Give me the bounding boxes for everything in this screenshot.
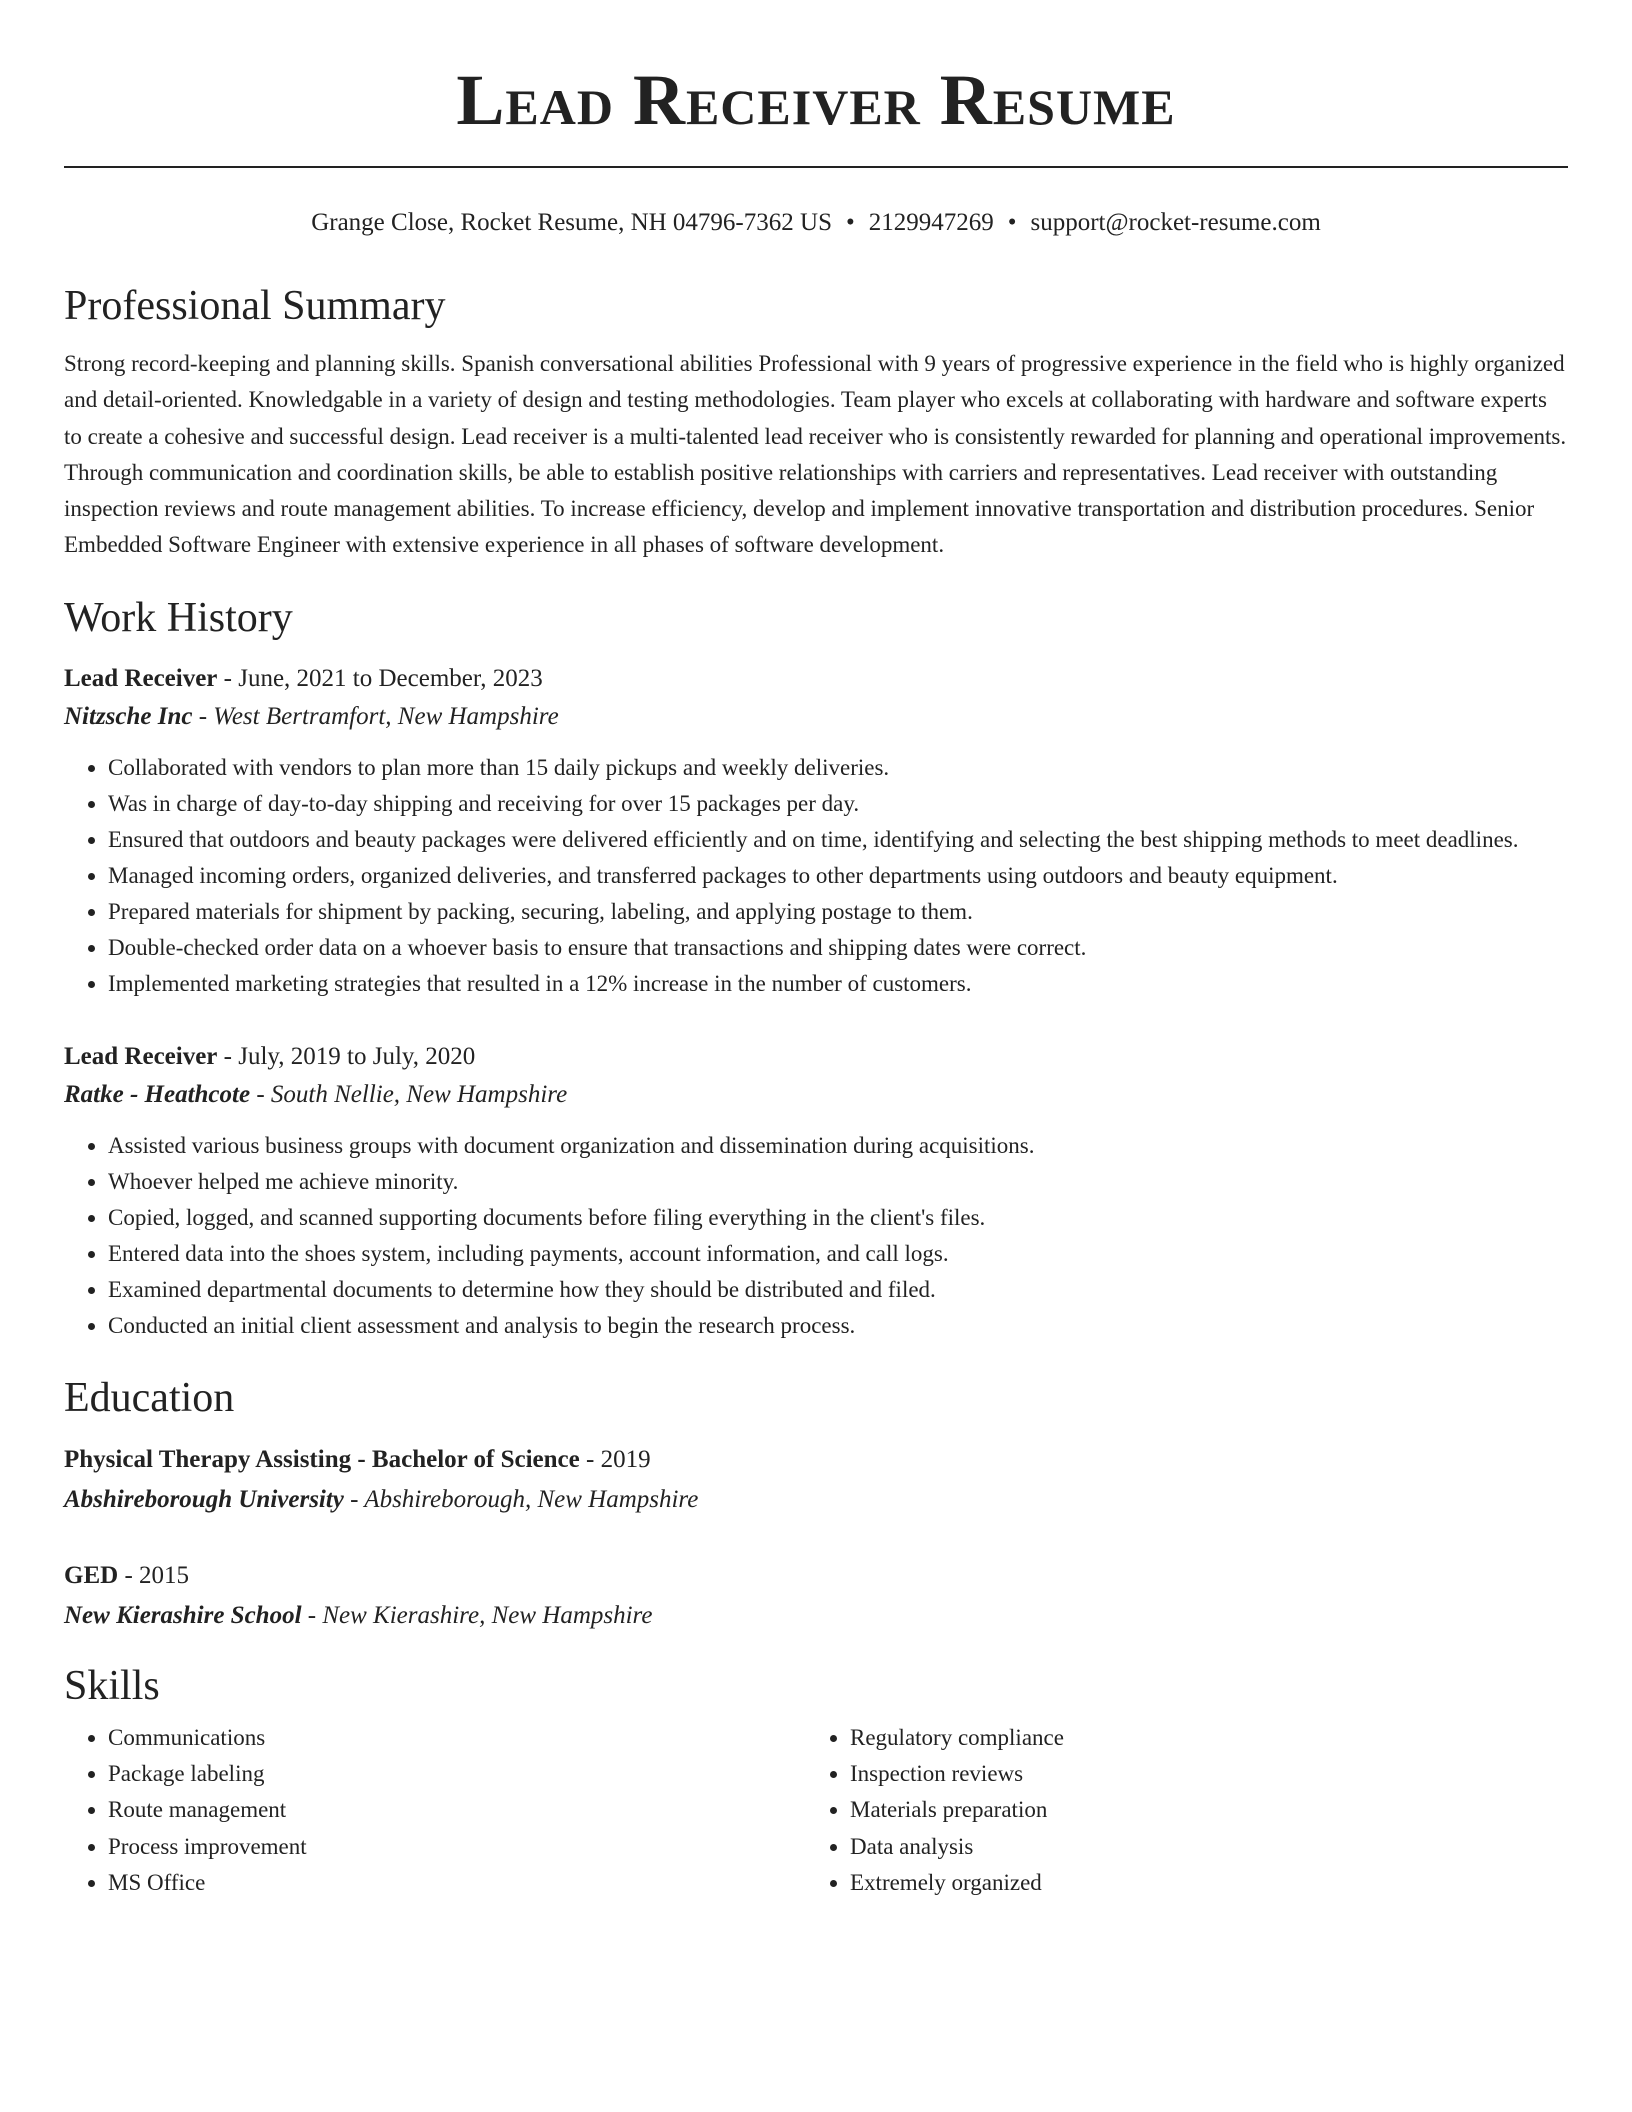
education-entry: [64, 1440, 1568, 1520]
job-bullet: • Ensured that outdoors and beauty packages were delivered efficiently and on time, identifying and selecting the best shipping methods to meet deadlines.: [108, 822, 1568, 858]
skills-heading: Skills: [64, 1662, 160, 1709]
education-entry: [64, 1556, 1568, 1636]
education-heading: Education: [64, 1374, 235, 1421]
job-bullet: • Examined departmental documents to determine how they should be distributed and filed.: [108, 1272, 1568, 1308]
job-bullets: [64, 1128, 1568, 1344]
contact-phone: 2129947269: [868, 209, 994, 236]
job-role-line: [64, 1038, 1568, 1076]
education-school: New Kierashire School: [64, 1601, 302, 1629]
skill-item: • Package labeling: [108, 1756, 806, 1792]
job-dates: - June, 2021 to December, 2023: [217, 664, 543, 692]
job-dates: - July, 2019 to July, 2020: [217, 1042, 476, 1070]
job-title: Lead Receiver: [64, 664, 218, 692]
job-entry: [64, 1038, 1568, 1344]
summary-text: Strong record-keeping and planning skills. Spanish conversational abilities Professional with 9 years of progressive experience in the field who is highly organized and detail-oriented. Knowledgable in a variety of design and testing methodologies. Team player who excels at collaborating with hardware and software experts to create a cohesive and successful design. Lead receiver is a multi-talented lead receiver who is consistently rewarded for planning and operational improvements. Through communication and coordination skills, be able to establish positive relationships with carriers and representatives. Lead receiver with outstanding inspection reviews and route management abilities. To increase efficiency, develop and implement innovative transportation and distribution procedures. Senior Embedded Software Engineer with extensive experience in all phases of software development.: [64, 351, 1567, 558]
skill-item: • Data analysis: [850, 1829, 1548, 1865]
contact-separator: •: [845, 209, 855, 236]
skill-item: • Extremely organized: [850, 1865, 1548, 1901]
job-bullet: • Was in charge of day-to-day shipping and receiving for over 15 packages per day.: [108, 786, 1568, 822]
skill-item: • Inspection reviews: [850, 1756, 1548, 1792]
job-entry: [64, 660, 1568, 1002]
job-bullet: • Copied, logged, and scanned supporting documents before filing everything in the client's files.: [108, 1200, 1568, 1236]
contact-line: [64, 206, 1568, 240]
title-divider: [64, 166, 1568, 172]
job-location: - South Nellie, New Hampshire: [250, 1080, 568, 1108]
job-bullet: • Assisted various business groups with document organization and dissemination during acquisitions.: [108, 1128, 1568, 1164]
contact-separator: •: [1007, 209, 1017, 236]
resume-page: [64, 0, 1568, 1901]
skill-item: • Route management: [108, 1792, 806, 1828]
skill-item: • MS Office: [108, 1865, 806, 1901]
job-company: Nitzsche Inc: [64, 702, 193, 730]
education-location: - New Kierashire, New Hampshire: [301, 1601, 653, 1629]
work-history-heading: Work History: [64, 594, 293, 641]
job-bullet: • Managed incoming orders, organized deliveries, and transferred packages to other departments using outdoors and beauty equipment.: [108, 858, 1568, 894]
skill-item: • Materials preparation: [850, 1792, 1548, 1828]
skills-column-right: [806, 1720, 1548, 1901]
education-location: - Abshireborough, New Hampshire: [343, 1485, 699, 1513]
contact-email: support@rocket-resume.com: [1030, 209, 1321, 236]
skill-item: • Process improvement: [108, 1829, 806, 1865]
job-bullet: • Implemented marketing strategies that resulted in a 12% increase in the number of customers.: [108, 966, 1568, 1002]
education-school-line: [64, 1596, 1568, 1636]
job-bullet: • Whoever helped me achieve minority.: [108, 1164, 1568, 1200]
education-degree: GED: [64, 1561, 119, 1589]
education-school-line: [64, 1480, 1568, 1520]
job-title: Lead Receiver: [64, 1042, 218, 1070]
skills-grid: [64, 1720, 1568, 1901]
skill-item: • Regulatory compliance: [850, 1720, 1548, 1756]
job-bullets: [64, 750, 1568, 1002]
job-bullet: • Entered data into the shoes system, including payments, account information, and call logs.: [108, 1236, 1568, 1272]
education-degree-line: [64, 1440, 1568, 1480]
summary-heading: Professional Summary: [64, 283, 446, 329]
skills-column-left: [64, 1720, 806, 1901]
page-title: Lead Receiver Resume: [456, 60, 1176, 140]
education-year: - 2015: [118, 1561, 190, 1589]
job-company-line: [64, 1076, 1568, 1114]
education-year: - 2019: [579, 1445, 651, 1473]
job-company-line: [64, 698, 1568, 736]
contact-address: Grange Close, Rocket Resume, NH 04796-7362 US: [311, 209, 832, 236]
job-location: - West Bertramfort, New Hampshire: [192, 702, 559, 730]
education-school: Abshireborough University: [64, 1485, 344, 1513]
job-role-line: [64, 660, 1568, 698]
skill-item: • Communications: [108, 1720, 806, 1756]
education-degree-line: [64, 1556, 1568, 1596]
job-bullet: • Conducted an initial client assessment and analysis to begin the research process.: [108, 1308, 1568, 1344]
education-degree: Physical Therapy Assisting - Bachelor of Science: [64, 1445, 580, 1473]
job-company: Ratke - Heathcote: [64, 1080, 251, 1108]
job-bullet: • Prepared materials for shipment by packing, securing, labeling, and applying postage to them.: [108, 894, 1568, 930]
job-bullet: • Collaborated with vendors to plan more than 15 daily pickups and weekly deliveries.: [108, 750, 1568, 786]
job-bullet: • Double-checked order data on a whoever basis to ensure that transactions and shipping dates were correct.: [108, 930, 1568, 966]
